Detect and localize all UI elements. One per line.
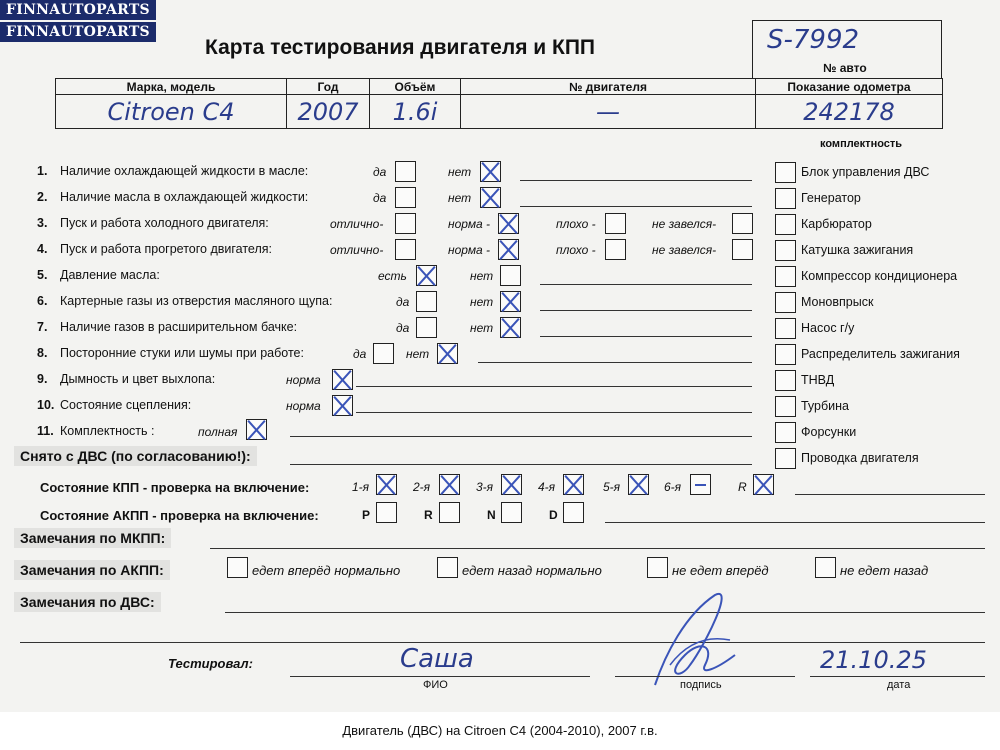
option-label: полная (198, 425, 238, 439)
header-make-model: Марка, модель (56, 79, 287, 95)
akpp-option-checkbox[interactable] (437, 557, 458, 578)
component-checkbox[interactable] (775, 266, 796, 287)
checkbox-q9-normal[interactable] (332, 369, 353, 390)
date-line (810, 676, 985, 677)
akpp-label: Состояние АКПП - проверка на включение: (40, 508, 319, 523)
option-label: нет (406, 347, 430, 361)
option-label: да (373, 191, 387, 205)
checkbox-q8-no[interactable] (437, 343, 458, 364)
component-checkbox[interactable] (775, 240, 796, 261)
gear-label: R (424, 508, 433, 522)
checkbox-q6-no[interactable] (500, 291, 521, 312)
option-label: отлично- (330, 243, 384, 257)
gear-label: 3-я (476, 480, 494, 494)
header-volume: Объём (370, 79, 461, 95)
checkbox-q5-present[interactable] (416, 265, 437, 286)
auto-number-label: № авто (823, 61, 867, 75)
question-label: Состояние сцепления: (60, 398, 192, 412)
gear-checkbox-2[interactable] (439, 474, 460, 495)
gear-checkbox-5[interactable] (628, 474, 649, 495)
tester-name: Саша (400, 644, 474, 674)
answer-line (290, 436, 752, 437)
component-checkbox[interactable] (775, 370, 796, 391)
option-label: плохо - (556, 243, 596, 257)
akpp-option-label: не едет вперёд (672, 563, 769, 578)
question-label: Картерные газы из отверстия масляного щупа: (60, 294, 333, 308)
checkbox-q6-yes[interactable] (416, 291, 437, 312)
component-label: Компрессор кондиционера (801, 269, 958, 283)
option-label: нет (470, 269, 494, 283)
option-label: есть (378, 269, 407, 283)
option-label: не завелся- (652, 243, 717, 257)
answer-line (20, 642, 985, 643)
stock-number: S-7992 (767, 25, 860, 55)
component-label: Насос г/у (801, 321, 855, 335)
akpp-option-checkbox[interactable] (815, 557, 836, 578)
akpp-option-checkbox[interactable] (227, 557, 248, 578)
component-checkbox[interactable] (775, 188, 796, 209)
option-label: да (396, 321, 410, 335)
gear-label: 4-я (538, 480, 556, 494)
question-label: Комплектность : (60, 424, 155, 438)
answer-line (795, 494, 985, 495)
question-number: 4. (37, 242, 48, 256)
removed-label: Снято с ДВС (по согласованию!): (14, 446, 257, 466)
option-label: да (373, 165, 387, 179)
gear-checkbox-4[interactable] (563, 474, 584, 495)
question-number: 3. (37, 216, 48, 230)
akpp-option-checkbox[interactable] (647, 557, 668, 578)
checkbox-q7-no[interactable] (500, 317, 521, 338)
checkbox-q4-normal[interactable] (498, 239, 519, 260)
answer-line (225, 612, 985, 613)
checkbox-q3-not-started[interactable] (732, 213, 753, 234)
answer-line (540, 310, 752, 311)
component-checkbox[interactable] (775, 396, 796, 417)
question-label: Пуск и работа холодного двигателя: (60, 216, 269, 230)
checkbox-q1-no[interactable] (480, 161, 501, 182)
watermark-logo: FINNAUTOPARTS (0, 22, 156, 42)
checkbox-q2-yes[interactable] (395, 187, 416, 208)
answer-line (520, 206, 752, 207)
answer-line (478, 362, 752, 363)
gear-label: N (487, 508, 496, 522)
checkbox-q11-full[interactable] (246, 419, 267, 440)
gear-checkbox-r[interactable] (753, 474, 774, 495)
akpp-checkbox-p[interactable] (376, 502, 397, 523)
component-label: Турбина (801, 399, 849, 413)
header-odometer: Показание одометра (756, 79, 943, 95)
component-label: ТНВД (801, 373, 835, 387)
stock-number-box (752, 20, 942, 79)
value-make-model: Citroen C4 (56, 95, 287, 129)
answer-line (356, 386, 752, 387)
header-year: Год (287, 79, 370, 95)
option-label: нет (470, 321, 494, 335)
question-number: 1. (37, 164, 48, 178)
component-checkbox[interactable] (775, 292, 796, 313)
option-label: да (353, 347, 367, 361)
gear-checkbox-1[interactable] (376, 474, 397, 495)
checkbox-q2-no[interactable] (480, 187, 501, 208)
checkbox-q4-excellent[interactable] (395, 239, 416, 260)
question-number: 11. (37, 424, 54, 438)
signature-label: подпись (680, 679, 722, 691)
component-label: Карбюратор (801, 217, 872, 231)
question-label: Наличие масла в охлаждающей жидкости: (60, 190, 309, 204)
question-label: Наличие охлаждающей жидкости в масле: (60, 164, 309, 178)
date-label: дата (887, 679, 911, 691)
page-title: Карта тестирования двигателя и КПП (205, 36, 596, 59)
answer-line (210, 548, 985, 549)
component-checkbox[interactable] (775, 214, 796, 235)
akpp-option-label: едет вперёд нормально (252, 563, 401, 578)
akpp-option-label: не едет назад (840, 563, 929, 578)
option-label: норма - (448, 217, 491, 231)
question-number: 2. (37, 190, 48, 204)
gear-label: 6-я (664, 480, 682, 494)
checkbox-q7-yes[interactable] (416, 317, 437, 338)
component-label: Катушка зажигания (801, 243, 914, 257)
fio-label: ФИО (423, 679, 448, 691)
component-label: Блок управления ДВС (801, 165, 930, 179)
answer-line (356, 412, 752, 413)
checkbox-q4-not-started[interactable] (732, 239, 753, 260)
akpp-checkbox-r[interactable] (439, 502, 460, 523)
value-year: 2007 (287, 95, 370, 129)
option-label: норма (286, 399, 321, 413)
akpp-option-label: едет назад нормально (462, 563, 602, 578)
checkbox-q5-no[interactable] (500, 265, 521, 286)
question-number: 5. (37, 268, 48, 282)
checkbox-q4-bad[interactable] (605, 239, 626, 260)
checkbox-q3-bad[interactable] (605, 213, 626, 234)
component-checkbox[interactable] (775, 422, 796, 443)
value-engine-number: — (461, 95, 756, 129)
option-label: норма - (448, 243, 491, 257)
question-number: 7. (37, 320, 48, 334)
component-checkbox[interactable] (775, 318, 796, 339)
akpp-checkbox-n[interactable] (501, 502, 522, 523)
component-checkbox[interactable] (775, 162, 796, 183)
option-label: нет (448, 165, 472, 179)
gear-label: R (738, 480, 747, 494)
question-number: 6. (37, 294, 48, 308)
question-number: 8. (37, 346, 48, 360)
signature-line (615, 676, 795, 677)
component-label: Распределитель зажигания (801, 347, 960, 361)
gear-checkbox-3[interactable] (501, 474, 522, 495)
option-label: не завелся- (652, 217, 717, 231)
value-volume: 1.6i (370, 95, 461, 129)
akpp-checkbox-d[interactable] (563, 502, 584, 523)
gear-label: 5-я (603, 480, 621, 494)
answer-line (605, 522, 985, 523)
option-label: нет (448, 191, 472, 205)
question-label: Дымность и цвет выхлопа: (60, 372, 216, 386)
gear-label: D (549, 508, 558, 522)
answer-line (290, 464, 752, 465)
checkbox-q8-yes[interactable] (373, 343, 394, 364)
question-number: 9. (37, 372, 48, 386)
component-checkbox[interactable] (775, 448, 796, 469)
component-label: Генератор (801, 191, 861, 205)
watermark-logo: FINNAUTOPARTS (0, 0, 156, 20)
question-label: Пуск и работа прогретого двигателя: (60, 242, 272, 256)
gear-label: P (362, 508, 371, 522)
date-value: 21.10.25 (820, 646, 927, 674)
option-label: нет (470, 295, 494, 309)
answer-line (540, 336, 752, 337)
option-label: норма (286, 373, 321, 387)
remarks-akpp-label: Замечания по АКПП: (14, 560, 170, 580)
checkbox-q1-yes[interactable] (395, 161, 416, 182)
component-label: Проводка двигателя (801, 451, 919, 465)
name-line (290, 676, 590, 677)
kpp-label: Состояние КПП - проверка на включение: (40, 480, 310, 495)
remarks-mkpp-label: Замечания по МКПП: (14, 528, 171, 548)
vehicle-info-table (55, 78, 943, 129)
component-label: Форсунки (801, 425, 857, 439)
gear-label: 1-я (352, 480, 370, 494)
component-checkbox[interactable] (775, 344, 796, 365)
question-label: Наличие газов в расширительном бачке: (60, 320, 298, 334)
gear-checkbox-6[interactable] (690, 474, 711, 495)
tested-by-label: Тестировал: (168, 656, 253, 671)
option-label: плохо - (556, 217, 596, 231)
checkbox-q3-excellent[interactable] (395, 213, 416, 234)
answer-line (540, 284, 752, 285)
question-number: 10. (37, 398, 55, 412)
component-label: Моновпрыск (801, 295, 874, 309)
option-label: отлично- (330, 217, 384, 231)
completeness-title: комплектность (820, 138, 903, 150)
question-label: Давление масла: (60, 268, 160, 282)
remarks-dvs-label: Замечания по ДВС: (14, 592, 161, 612)
checkbox-q10-normal[interactable] (332, 395, 353, 416)
option-label: да (396, 295, 410, 309)
header-engine-number: № двигателя (461, 79, 756, 95)
image-caption: Двигатель (ДВС) на Citroen C4 (2004-2010), 2007 г.в. (0, 712, 1000, 750)
gear-label: 2-я (413, 480, 431, 494)
question-label: Посторонние стуки или шумы при работе: (60, 346, 304, 360)
checkbox-q3-normal[interactable] (498, 213, 519, 234)
value-odometer: 242178 (756, 95, 943, 129)
answer-line (520, 180, 752, 181)
